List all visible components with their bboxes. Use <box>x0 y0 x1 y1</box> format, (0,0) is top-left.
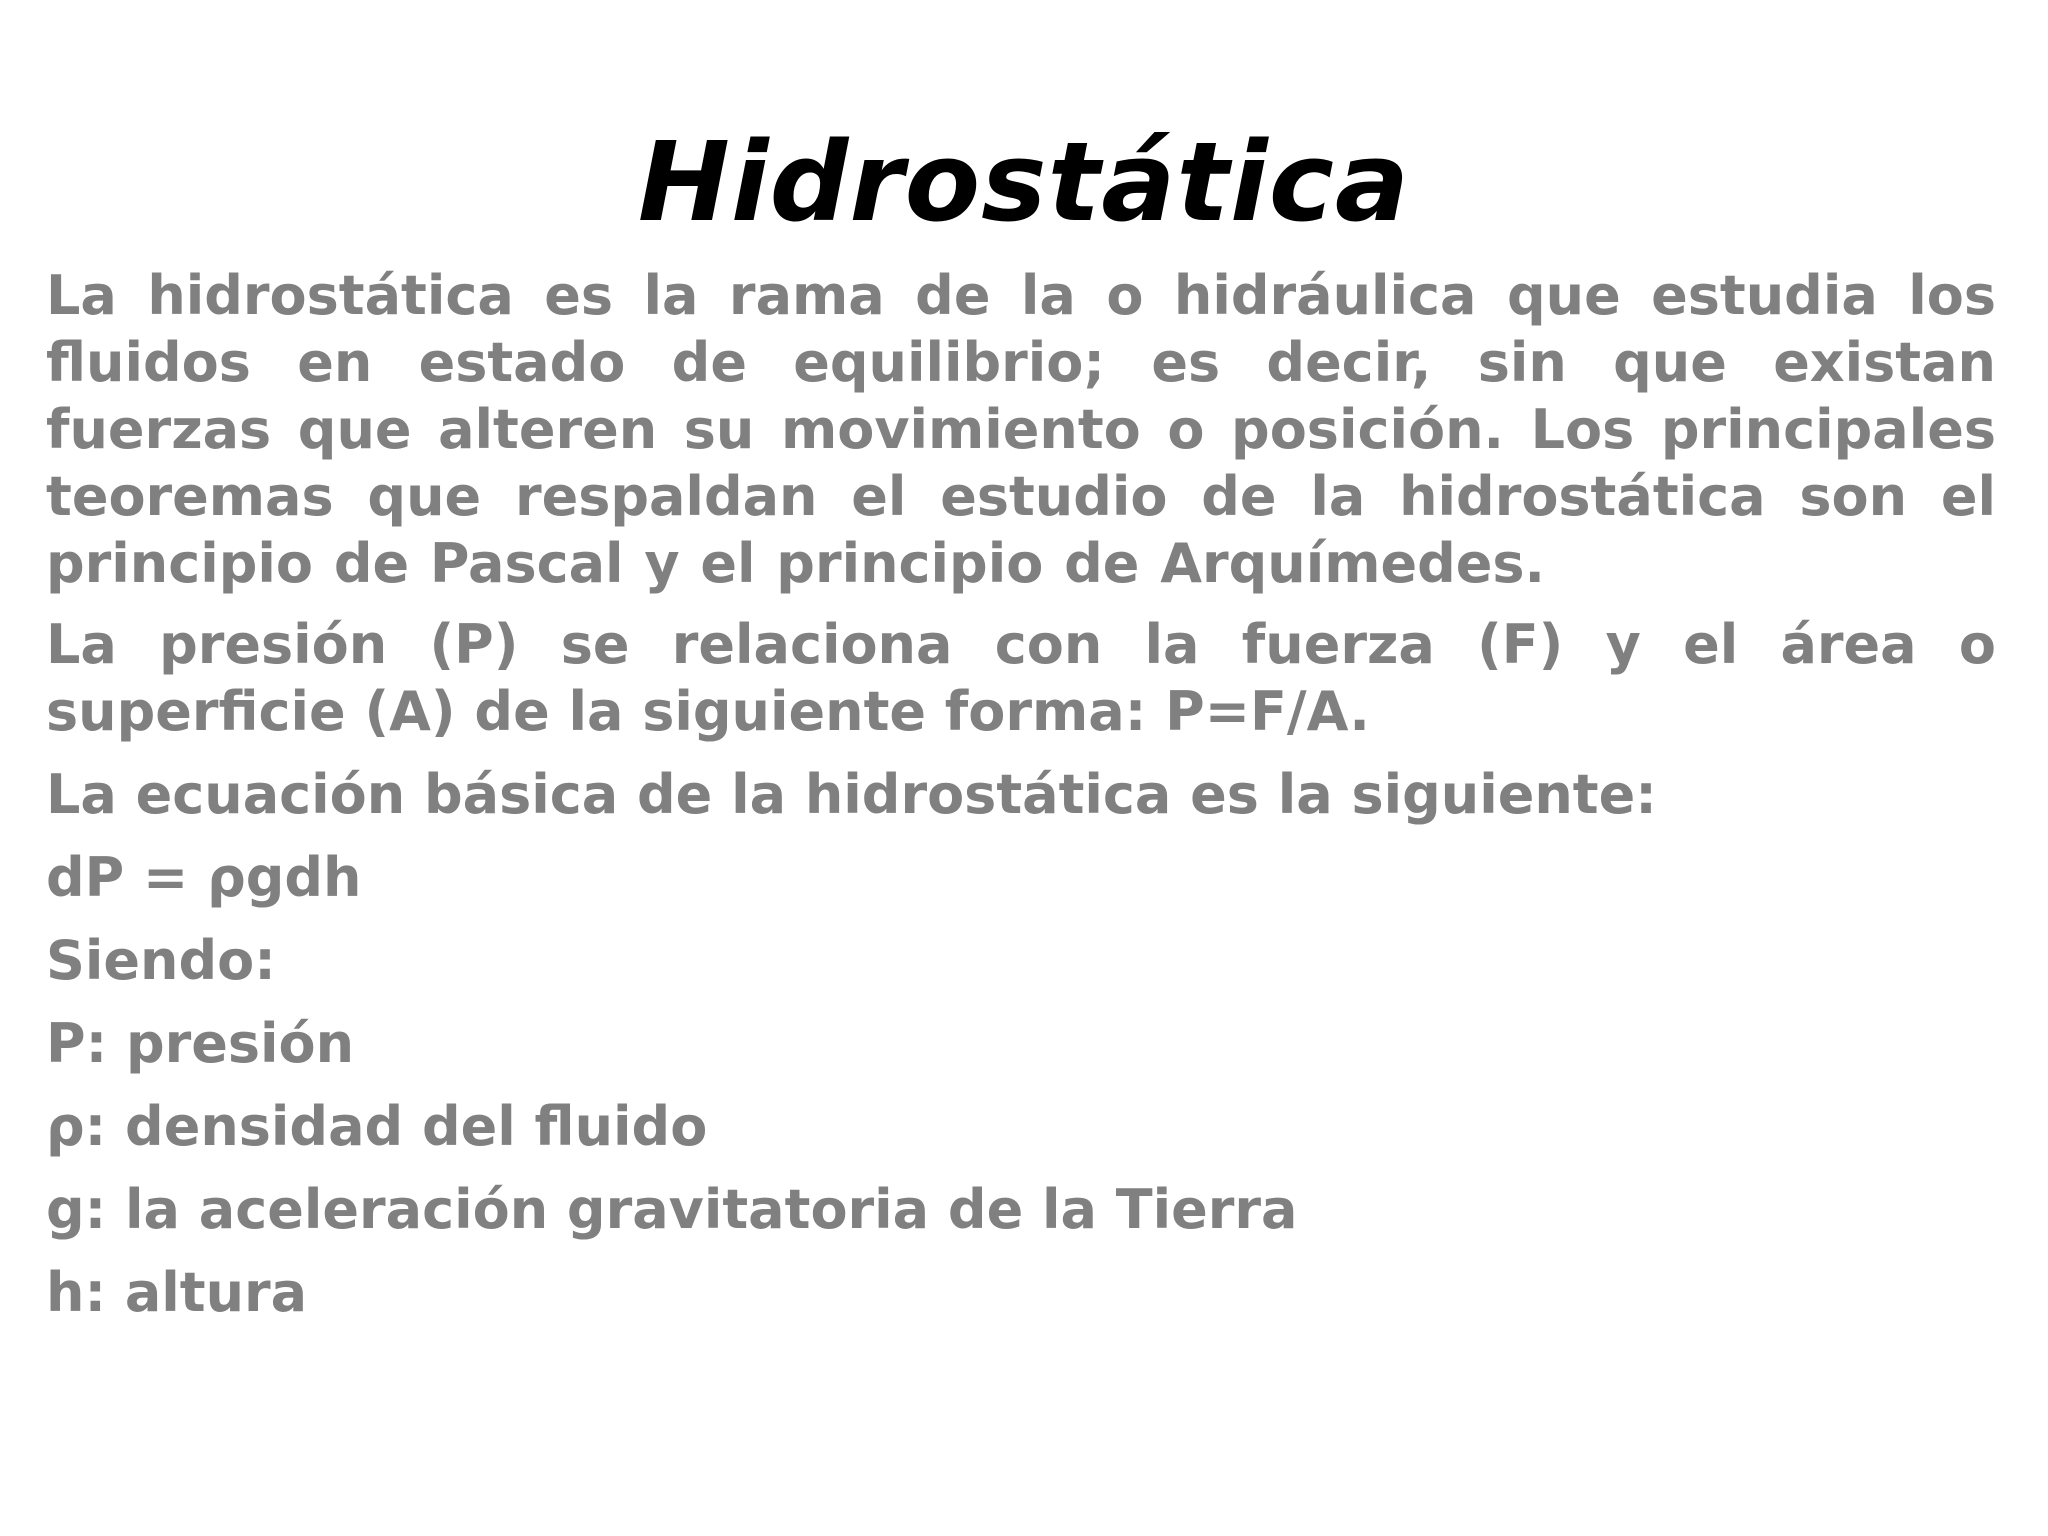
equation-intro-line: La ecuación básica de la hidrostática es la siguiente: <box>46 763 1657 826</box>
equation-line: dP = ρgdh <box>46 846 362 909</box>
definition-pressure: P: presión <box>46 1012 355 1075</box>
intro-paragraph: La hidrostática es la rama de la o hidráulica que estudia los fluidos en estado de equilibrio; es decir, sin que existan fuerzas que alteren su movimiento o posición. Los principales teoremas que respaldan el estudio de la hidrostática son el principio de Pascal y el principio de Arquímedes. <box>46 264 1996 595</box>
slide-title: Hidrostática <box>637 118 1411 246</box>
definition-gravity: g: la aceleración gravitatoria de la Tierra <box>46 1178 1298 1241</box>
definition-height: h: altura <box>46 1261 308 1324</box>
where-line: Siendo: <box>46 929 276 992</box>
slide-body <box>46 262 1996 1334</box>
pressure-paragraph: La presión (P) se relaciona con la fuerza (F) y el área o superficie (A) de la siguiente forma: P=F/A. <box>46 613 1996 743</box>
definition-density: ρ: densidad del fluido <box>46 1095 708 1158</box>
